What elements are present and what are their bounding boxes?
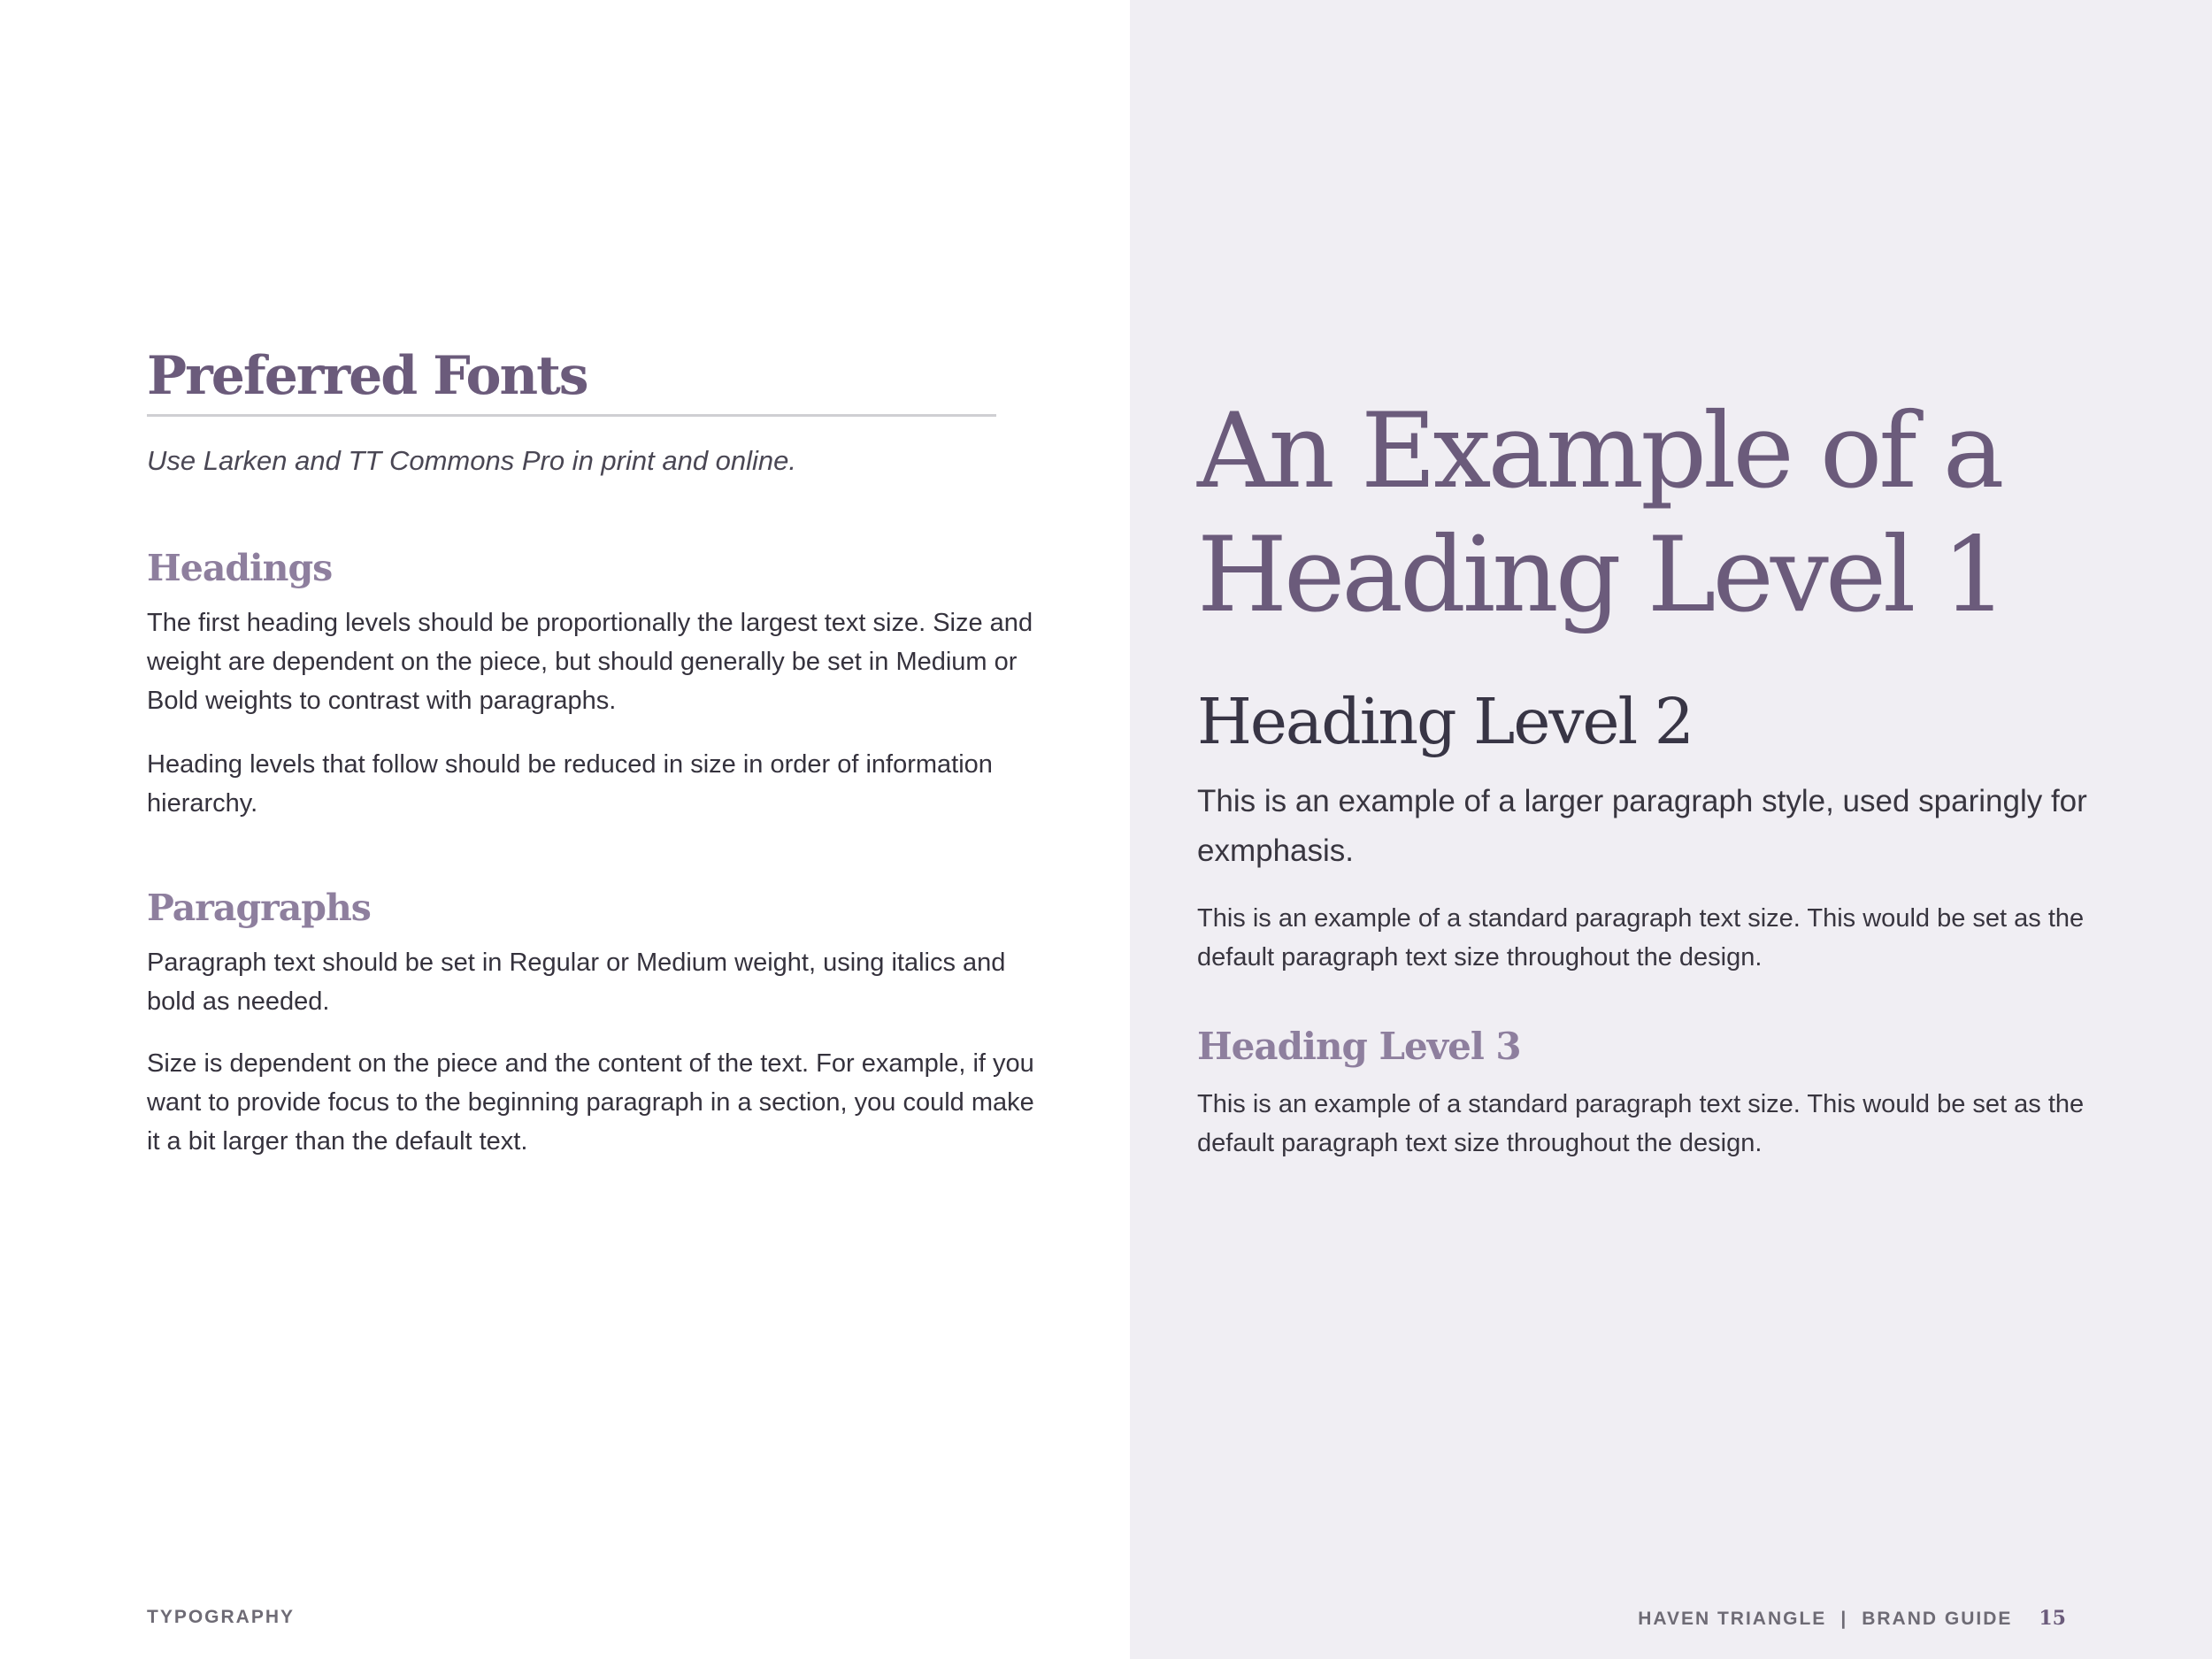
footer-doc-name: BRAND GUIDE [1862,1609,2013,1629]
large-paragraph-example: This is an example of a larger paragraph style, used sparingly for exmphasis. [1197,784,2087,868]
page-number: 15 [2039,1607,2066,1630]
heading-level-3-example: Heading Level 3 [1197,1025,1521,1068]
paragraphs-paragraph-1: Paragraph text should be set in Regular or Medium weight, using italics and bold as needed. [147,949,1006,1016]
headings-subheading: Headings [147,547,333,589]
paragraphs-paragraph-2: Size is dependent on the piece and the content of the text. For example, if you want to provide focus to the beginning paragraph in a section, you could make it a bit larger than the default text. [147,1049,1034,1156]
title-divider [147,414,996,417]
heading-level-2-example: Heading Level 2 [1197,685,1693,758]
standard-paragraph-example-2: This is an example of a standard paragraph text size. This would be set as the default paragraph text size throughout the design. [1197,1090,2085,1157]
page-title: Preferred Fonts [147,345,588,407]
standard-paragraph-example-1: This is an example of a standard paragraph text size. This would be set as the default paragraph text size throughout the design. [1197,904,2085,972]
intro-text: Use Larken and TT Commons Pro in print and online. [147,445,797,476]
headings-paragraph-2: Heading levels that follow should be reduced in size in order of information hierarchy. [147,750,993,818]
paragraphs-subheading: Paragraphs [147,887,371,929]
footer-org: HAVEN TRIANGLE [1638,1609,1827,1629]
footer-separator: | [1840,1609,1848,1629]
section-label: TYPOGRAPHY [147,1607,296,1627]
headings-paragraph-1: The first heading levels should be proportionally the largest text size. Size and weight are dependent on the piece, but should generally be set in Medium or Bold weights to contrast with paragraphs. [147,609,1033,715]
page-footer [1638,1607,2066,1630]
heading-level-1-example: An Example of a Heading Level 1 [1197,390,2005,635]
